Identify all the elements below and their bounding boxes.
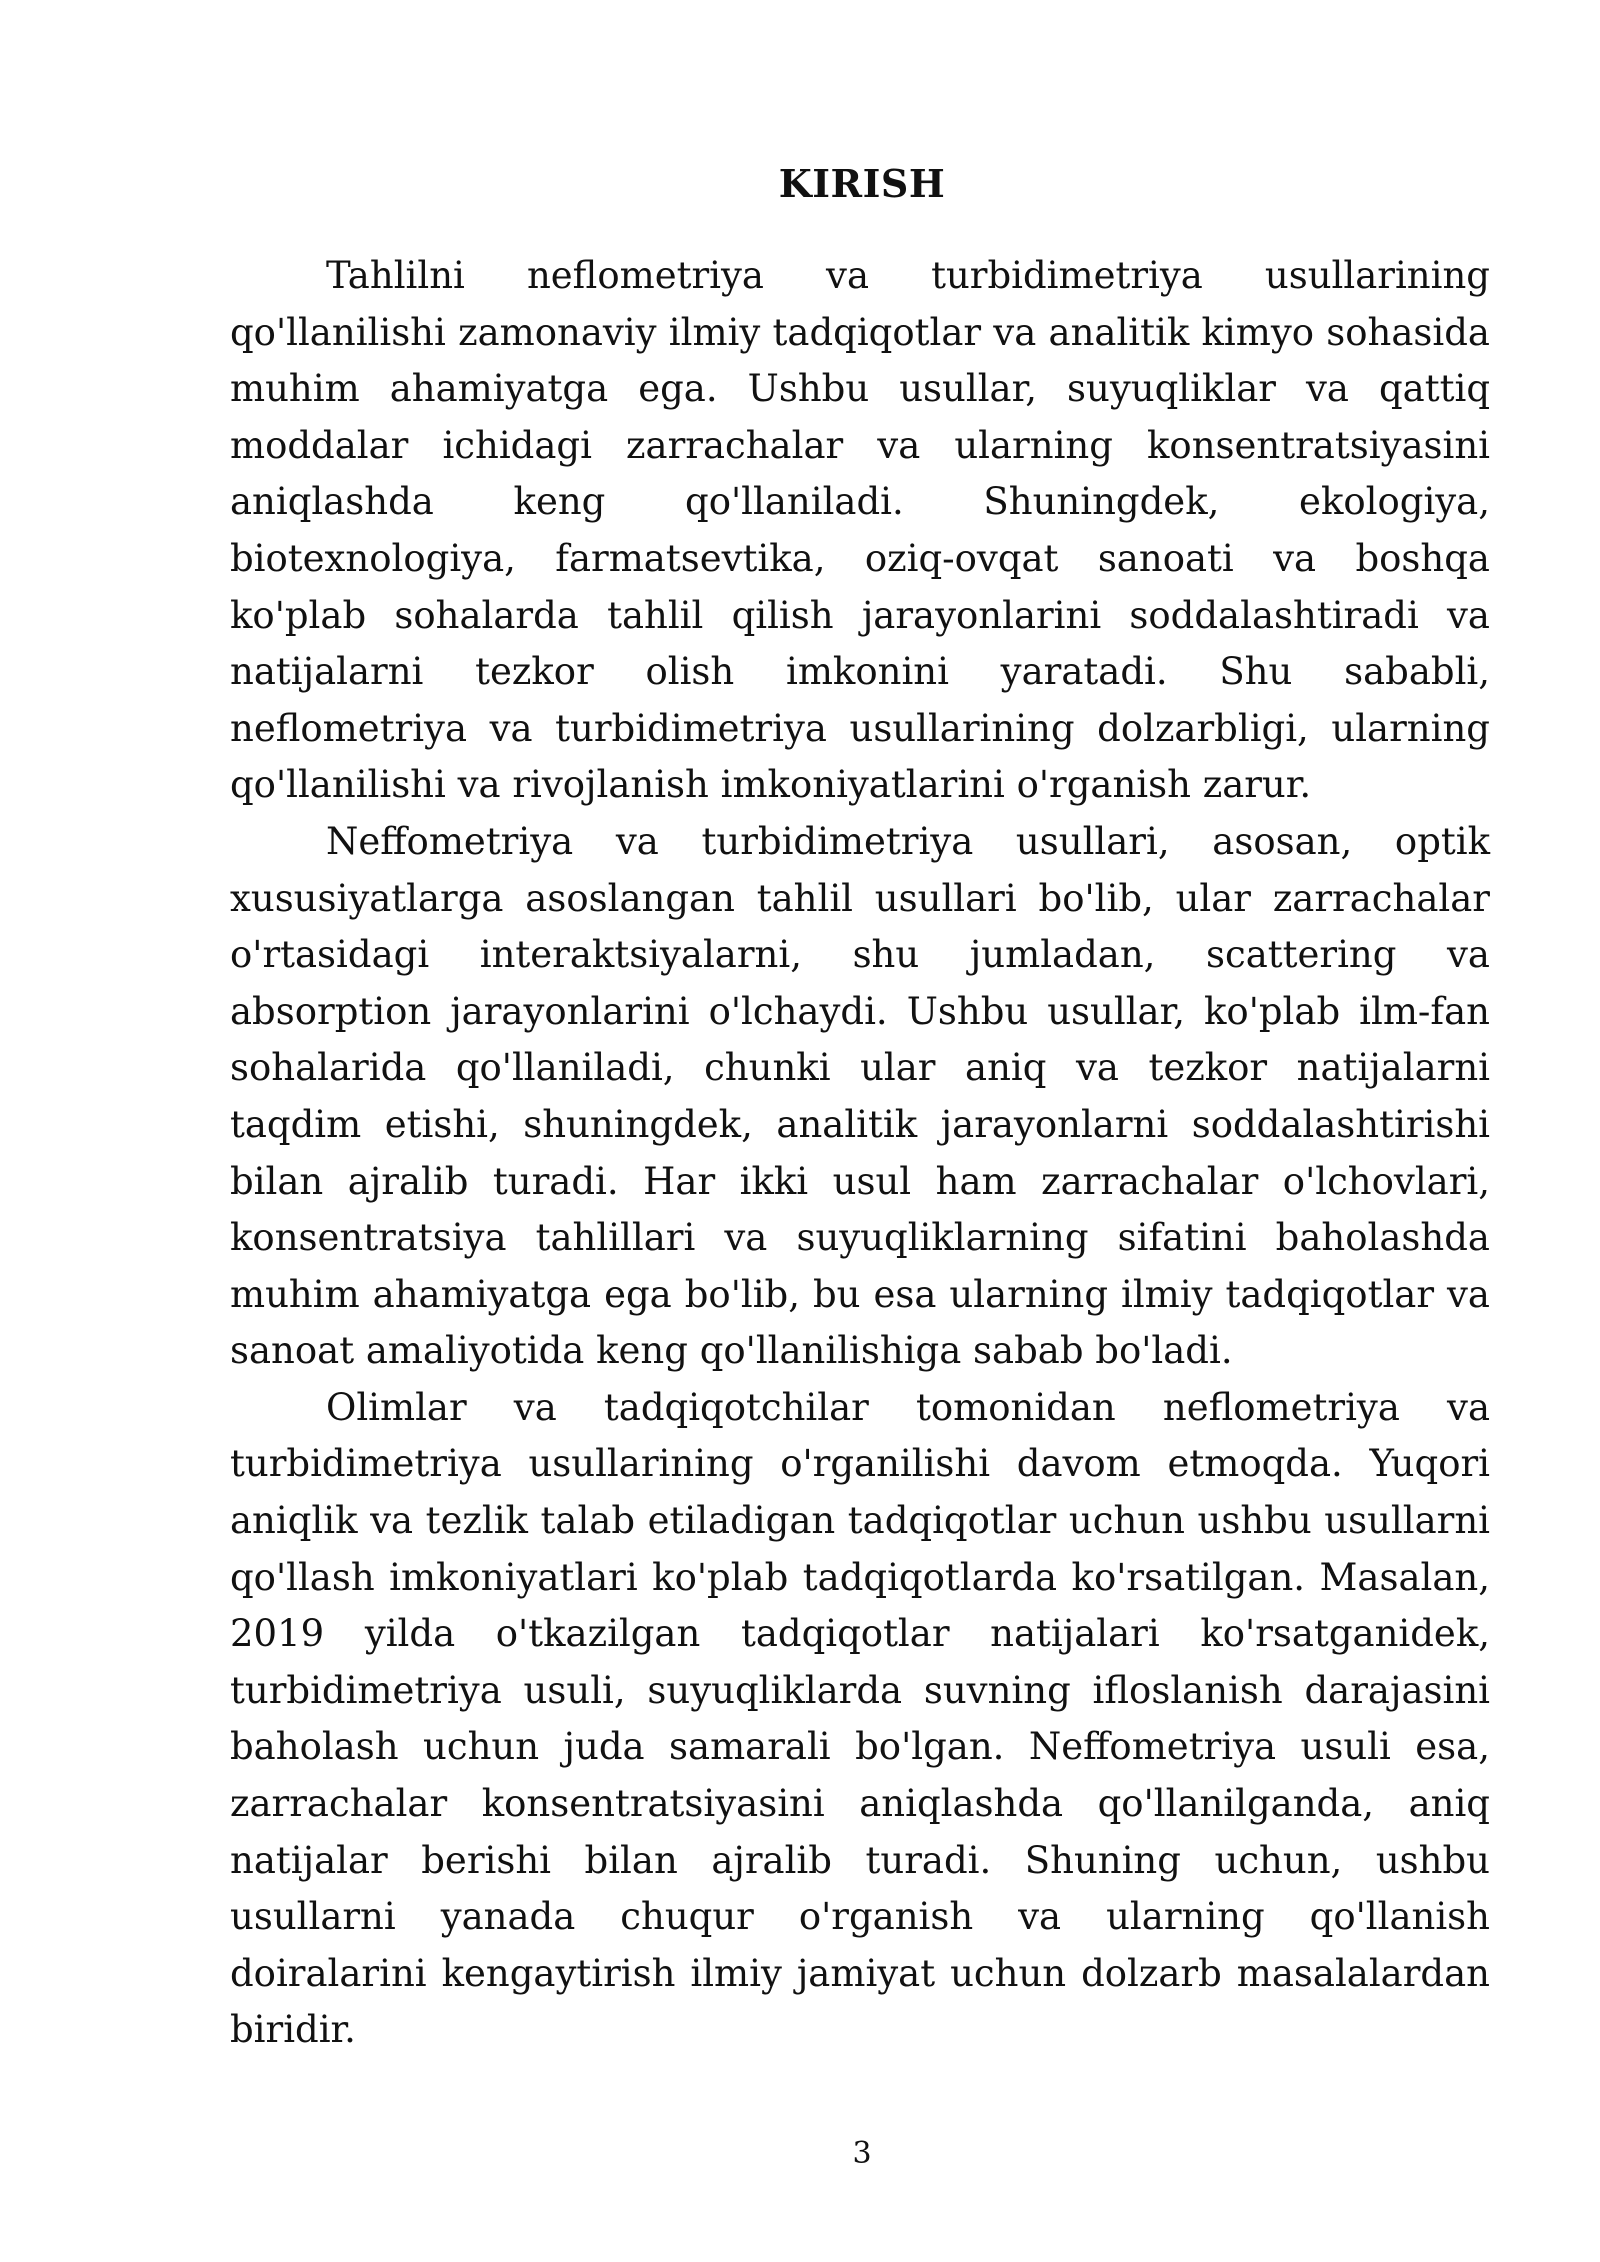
paragraph-3: Olimlar va tadqiqotchilar tomonidan neflometriya va turbidimetriya usullarining o'rganilishi davom etmoqda. Yuqori aniqlik va tezlik talab etiladigan tadqiqotlar uchun ushbu usullarni qo'llash imkoniyatlari ko'plab tadqiqotlarda ko'rsatilgan. Masalan, 2019 yilda o'tkazilgan tadqiqotlar natijalari ko'rsatganidek, turbidimetriya usuli, suyuqliklarda suvning ifloslanish darajasini baholash uchun juda samarali bo'lgan. Neffometriya usuli esa, zarrachalar konsentratsiyasini aniqlashda qo'llanilganda, aniq natijalar berishi bilan ajralib turadi. Shuning uchun, ushbu usullarni yanada chuqur o'rganish va ularning qo'llanish doiralarini kengaytirish ilmiy jamiyat uchun dolzarb masalalardan biridir. [230,1385,1490,2052]
paragraph-1: Tahlilni neflometriya va turbidimetriya usullarining qo'llanilishi zamonaviy ilmiy tadqiqotlar va analitik kimyo sohasida muhim ahamiyatga ega. Ushbu usullar, suyuqliklar va qattiq moddalar ichidagi zarrachalar va ularning konsentratsiyasini aniqlashda keng qo'llaniladi. Shuningdek, ekologiya, biotexnologiya, farmatsevtika, oziq-ovqat sanoati va boshqa ko'plab sohalarda tahlil qilish jarayonlarini soddalashtiradi va natijalarni tezkor olish imkonini yaratadi. Shu sababli, neflometriya va turbidimetriya usullarining dolzarbligi, ularning qo'llanilishi va rivojlanish imkoniyatlarini o'rganish zarur. [230,254,1490,807]
body-text [230,248,1490,2059]
page-number: 3 [852,2136,872,2171]
section-title: KIRISH [778,161,946,206]
paragraph-2: Neffometriya va turbidimetriya usullari, asosan, optik xususiyatlarga asoslangan tahlil usullari bo'lib, ular zarrachalar o'rtasidagi interaktsiyalarni, shu jumladan, scattering va absorption jarayonlarini o'lchaydi. Ushbu usullar, ko'plab ilm-fan sohalarida qo'llaniladi, chunki ular aniq va tezkor natijalarni taqdim etishi, shuningdek, analitik jarayonlarni soddalashtirishi bilan ajralib turadi. Har ikki usul ham zarrachalar o'lchovlari, konsentratsiya tahlillari va suyuqliklarning sifatini baholashda muhim ahamiyatga ega bo'lib, bu esa ularning ilmiy tadqiqotlar va sanoat amaliyotida keng qo'llanilishiga sabab bo'ladi. [230,819,1490,1373]
